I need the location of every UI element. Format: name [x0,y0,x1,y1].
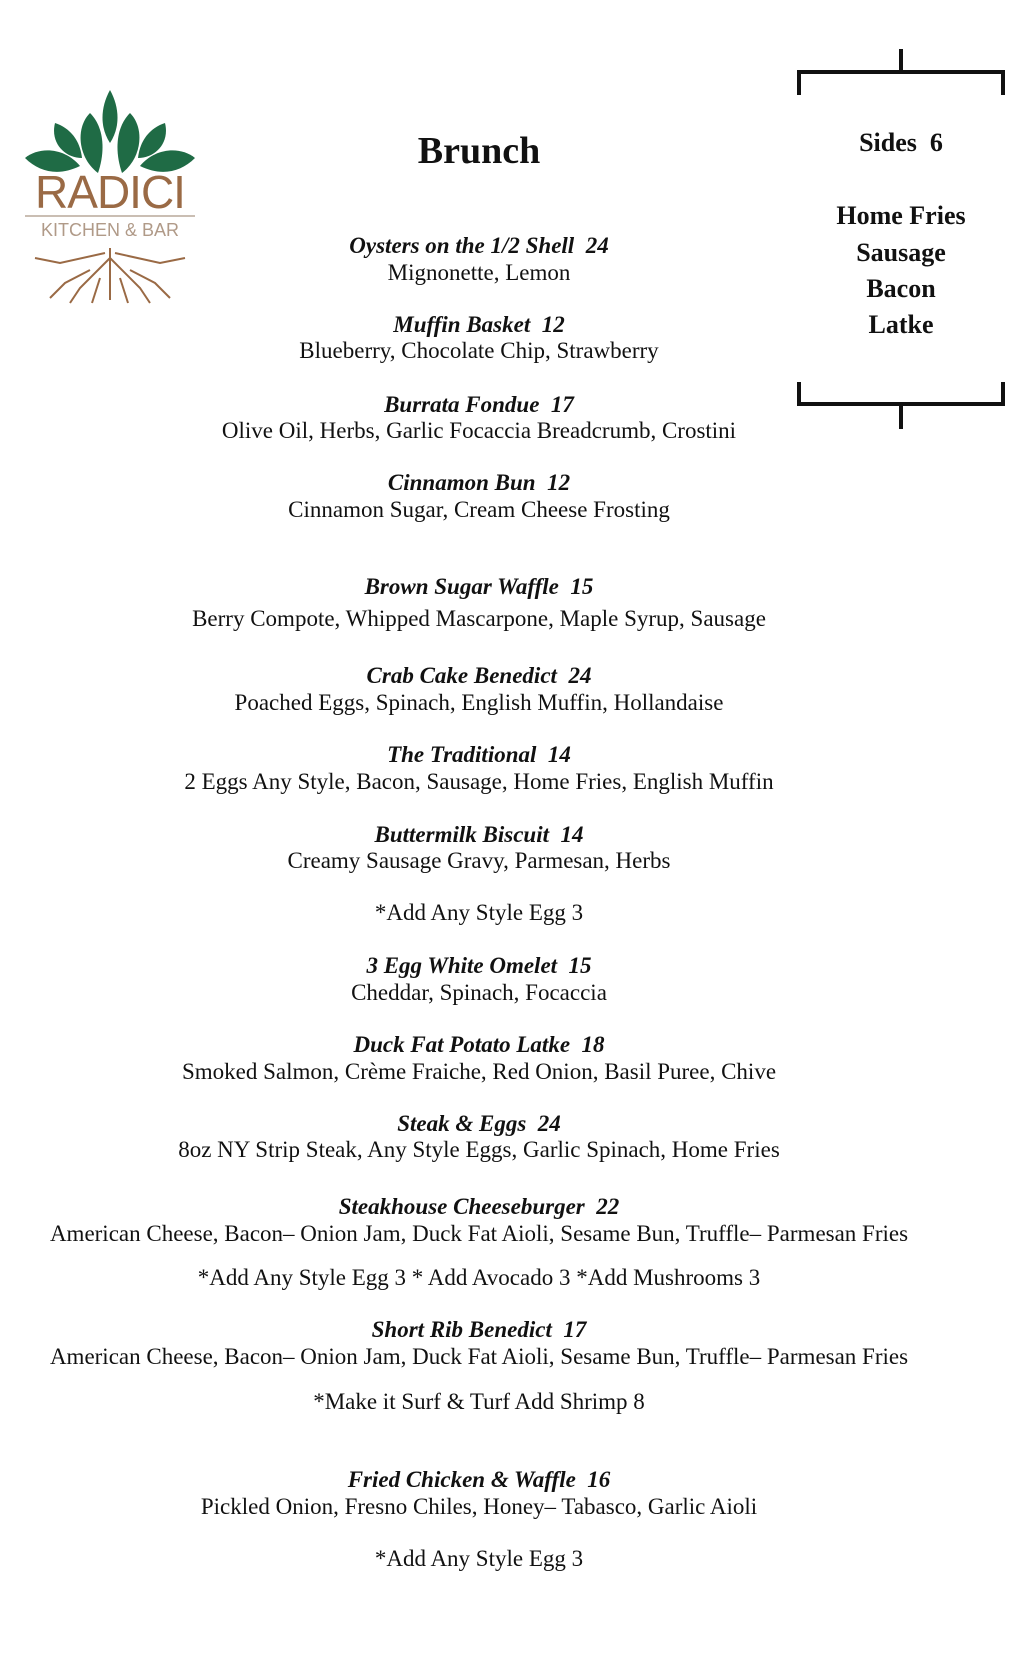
menu-item-description: Blueberry, Chocolate Chip, Strawberry [299,338,659,363]
menu-item-description: Poached Eggs, Spinach, English Muffin, Hollandaise [234,690,724,715]
item-name: Steak & Eggs [397,1111,527,1136]
menu-item-title [0,1466,958,1494]
item-name: The Traditional [387,742,537,767]
item-name: Duck Fat Potato Latke [353,1032,571,1057]
item-price: 17 [563,1317,587,1342]
menu-item-title [0,1316,958,1344]
menu-item-description: American Cheese, Bacon– Onion Jam, Duck Fat Aioli, Sesame Bun, Truffle– Parmesan Fries [49,1221,909,1246]
item-price: 24 [537,1111,561,1136]
item-name: Brown Sugar Waffle [364,574,559,599]
item-price: 12 [547,470,571,495]
item-price: 14 [560,822,584,847]
menu-item-description: Creamy Sausage Gravy, Parmesan, Herbs [287,848,671,873]
page-title: Brunch [417,130,541,172]
bracket-edge [797,70,801,95]
menu-item-description: American Cheese, Bacon– Onion Jam, Duck Fat Aioli, Sesame Bun, Truffle– Parmesan Fries [49,1344,909,1369]
item-name: Cinnamon Bun [387,470,536,495]
item-name: Buttermilk Biscuit [374,822,549,847]
menu-item-title [0,1193,958,1221]
menu-item-note: *Add Any Style Egg 3 * Add Avocado 3 *Add Mushrooms 3 [197,1265,761,1290]
item-name: 3 Egg White Omelet [366,953,558,978]
menu-item-description: 8oz NY Strip Steak, Any Style Eggs, Garlic Spinach, Home Fries [178,1137,780,1162]
item-name: Steakhouse Cheeseburger [338,1194,585,1219]
item-name: Burrata Fondue [384,392,540,417]
menu-item-title [0,952,958,980]
menu-item-title [0,469,958,497]
menu-item-description: Cinnamon Sugar, Cream Cheese Frosting [288,497,670,522]
side-item: Home Fries [836,201,966,230]
side-item: Latke [868,310,934,339]
menu-item-description: Berry Compote, Whipped Mascarpone, Maple Syrup, Sausage [192,606,766,631]
bracket-edge [1001,382,1005,406]
bracket-edge [1001,70,1005,95]
item-price: 17 [550,392,574,417]
item-price: 24 [585,233,609,258]
menu-item-description: Olive Oil, Herbs, Garlic Focaccia Breadcrumb, Crostini [221,418,737,443]
item-name: Crab Cake Benedict [366,663,557,688]
menu-item-description: Mignonette, Lemon [387,260,571,285]
menu-item-description: Smoked Salmon, Crème Fraiche, Red Onion, Basil Puree, Chive [181,1059,777,1084]
item-price: 14 [547,742,571,767]
bracket-edge [797,382,801,406]
logo-tagline: KITCHEN & BAR [40,220,180,240]
item-name: Short Rib Benedict [371,1317,552,1342]
logo-name: RADICI [35,166,185,218]
menu-item-description: 2 Eggs Any Style, Bacon, Sausage, Home Fries, English Muffin [184,769,774,794]
menu-item-note: *Add Any Style Egg 3 [374,1546,584,1571]
menu-item-note: *Add Any Style Egg 3 [374,900,584,925]
item-price: 15 [568,953,592,978]
menu-item-title [0,741,958,769]
bracket-stem [899,404,903,429]
menu-item-description: Cheddar, Spinach, Focaccia [351,980,607,1005]
side-item: Bacon [866,274,936,303]
bracket-stem [899,49,903,72]
item-name: Oysters on the 1/2 Shell [349,233,575,258]
item-price: 24 [568,663,592,688]
menu-item-title [0,573,958,601]
menu-item-title [0,1110,958,1138]
menu-item-title [0,1031,958,1059]
item-name: Muffin Basket [393,312,531,337]
item-price: 15 [570,574,594,599]
menu-item-description: Pickled Onion, Fresno Chiles, Honey– Tabasco, Garlic Aioli [200,1494,758,1519]
item-price: 12 [541,312,565,337]
item-name: Fried Chicken & Waffle [347,1467,576,1492]
menu-item-note: *Make it Surf & Turf Add Shrimp 8 [313,1389,645,1414]
sides-price: 6 [929,128,943,157]
item-price: 18 [581,1032,605,1057]
menu-item-title [0,662,958,690]
sides-heading [797,127,1005,159]
item-price: 22 [596,1194,620,1219]
side-item: Sausage [856,238,946,267]
item-price: 16 [587,1467,611,1492]
sides-label: Sides [859,128,917,157]
menu-item-title [0,821,958,849]
